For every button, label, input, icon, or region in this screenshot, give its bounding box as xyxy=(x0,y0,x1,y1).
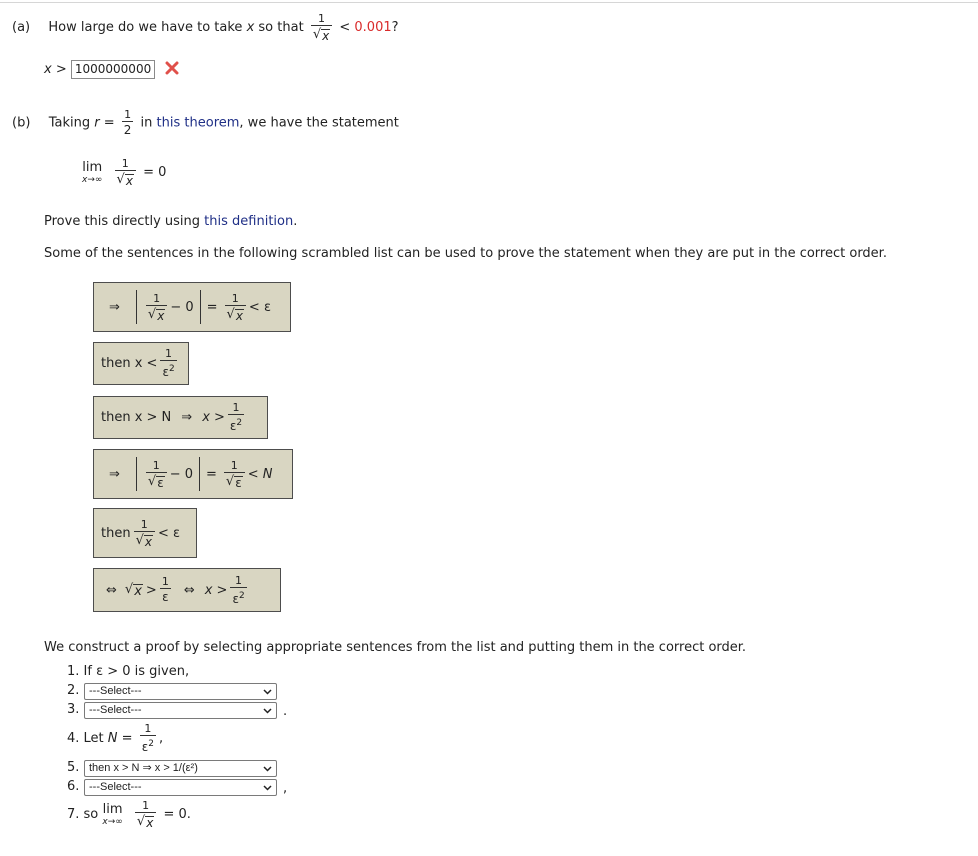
sqrt-icon: √ xyxy=(225,473,235,489)
card1-frac-2: 1 √ x xyxy=(225,292,246,323)
implies-arrow: ⇒ xyxy=(181,410,193,425)
limit-frac-num: 1 xyxy=(121,157,129,170)
chevron-down-icon xyxy=(263,706,272,715)
r-num: 1 xyxy=(124,108,132,121)
sqrt-icon: √ xyxy=(135,532,144,548)
step-3-number: 3. xyxy=(67,702,80,717)
part-a-lt: < xyxy=(339,20,351,35)
iff-arrow: ⇔ xyxy=(106,582,117,598)
step-5-value: then x > N ⇒ x > 1/(ε²) xyxy=(89,762,198,774)
card2-frac: $\frac{1}{\varepsilon^2}$ xyxy=(162,347,175,379)
step-6-number: 6. xyxy=(67,779,80,794)
step-2-number: 2. xyxy=(67,683,80,698)
definition-link[interactable]: this definition xyxy=(204,214,294,229)
step-2-select[interactable] xyxy=(84,683,277,700)
scrambled-intro: Some of the sentences in the following scrambled list can be used to prove the statement when they are put in the correct order. xyxy=(44,246,887,261)
top-divider xyxy=(0,2,978,3)
answer-prefix: x > xyxy=(44,62,67,77)
abs-bar-right xyxy=(199,457,200,491)
step-3-select[interactable] xyxy=(84,702,277,719)
card6-frac: $\frac{1}{\varepsilon}$ xyxy=(161,575,169,604)
part-a-var: x xyxy=(246,20,255,35)
proof-step-4: 4. Let N = $\frac{1}{\varepsilon^2}$ , xyxy=(67,722,164,754)
step-7-frac: 1 √ x xyxy=(135,799,156,830)
step-3-value: ---Select--- xyxy=(89,704,142,716)
r-eq: = xyxy=(103,115,115,131)
r-var: r xyxy=(94,115,100,131)
step-7-limit: lim x→∞ xyxy=(102,801,123,827)
abs-bar-left xyxy=(136,457,137,491)
part-a-radicand: x xyxy=(322,29,330,43)
sqrt-icon: √ xyxy=(147,306,157,322)
sentence-card-2[interactable]: then x < $\frac{1}{\varepsilon^2}$ xyxy=(93,342,189,385)
statement-text: , we have the statement xyxy=(239,115,399,131)
proof-step-1: 1. If ε > 0 is given, xyxy=(67,664,190,679)
part-a-qmark: ? xyxy=(391,20,399,35)
card5-frac: 1 √ x xyxy=(134,518,155,549)
card6-frac-2: $\frac{1}{\varepsilon^2}$ xyxy=(232,573,245,606)
chevron-down-icon xyxy=(263,783,272,792)
limit-statement xyxy=(82,157,166,188)
answer-input[interactable]: 1000000000 xyxy=(71,60,155,79)
sentence-card-1[interactable]: ⇒ 1 √ x − 0 = 1 √ x < ε xyxy=(93,282,291,332)
sqrt-icon: √ xyxy=(116,172,125,187)
sqrt-icon: √ xyxy=(136,814,146,829)
sentence-card-5[interactable]: then 1 √ x < ε xyxy=(93,508,197,558)
part-b-header xyxy=(12,108,399,138)
part-a-question xyxy=(12,12,399,43)
sqrt-icon: √ xyxy=(147,473,157,489)
step-2-value: ---Select--- xyxy=(89,685,142,697)
sentence-card-6[interactable]: ⇔ √ x > $\frac{1}{\varepsilon}$ ⇔ x > $\frac{1}{\varepsilon^2}$ xyxy=(93,568,281,612)
r-fraction xyxy=(122,108,134,138)
step-4-frac: $\frac{1}{\varepsilon^2}$ xyxy=(141,722,154,754)
part-a-frac-num: 1 xyxy=(318,12,326,25)
implies-arrow: ⇒ xyxy=(109,466,120,482)
part-a-threshold: 0.001 xyxy=(354,20,392,35)
card1-frac: 1 √ x xyxy=(146,292,167,323)
part-a-text-start: How large do we have to take xyxy=(48,20,243,35)
part-a-label: (a) xyxy=(12,20,31,35)
step-6-select[interactable] xyxy=(84,779,277,796)
step-5-select[interactable] xyxy=(84,760,277,777)
sentence-card-3[interactable]: then x > N ⇒ x > $\frac{1}{\varepsilon^2}$ xyxy=(93,396,268,439)
sqrt-icon: √ xyxy=(124,581,134,597)
part-b-label: (b) xyxy=(12,115,31,131)
abs-bar-left xyxy=(136,290,137,324)
card4-frac-2: 1 √ ε xyxy=(224,459,245,490)
part-a-answer-row xyxy=(44,60,179,79)
abs-bar-right xyxy=(200,290,201,324)
limit-fraction: 1 √ x xyxy=(115,157,136,188)
chevron-down-icon xyxy=(263,764,272,773)
sqrt-icon: √ xyxy=(312,27,322,42)
step-5-number: 5. xyxy=(67,760,80,775)
implies-arrow: ⇒ xyxy=(109,299,120,315)
part-a-text-mid: so that xyxy=(258,20,304,35)
chevron-down-icon xyxy=(263,687,272,696)
proof-intro: We construct a proof by selecting appropriate sentences from the list and putting them in the correct order. xyxy=(44,640,747,655)
limit-eq-zero: = 0 xyxy=(143,165,167,180)
lim-sub: x→∞ xyxy=(82,174,103,185)
sentence-card-4[interactable]: ⇒ 1 √ ε − 0 = 1 √ ε < N xyxy=(93,449,293,499)
lim-text: lim xyxy=(82,159,103,175)
taking-text: Taking xyxy=(48,115,91,131)
in-text: in xyxy=(140,115,153,131)
r-den: 2 xyxy=(123,123,132,137)
step-6-value: ---Select--- xyxy=(89,781,142,793)
part-a-fraction xyxy=(311,12,332,43)
proof-step-7: 7. so lim x→∞ 1 √ x = 0. xyxy=(67,799,191,830)
step-3-suffix: . xyxy=(283,704,288,719)
theorem-link[interactable]: this theorem xyxy=(156,115,240,131)
incorrect-x-icon xyxy=(165,61,179,79)
card3-frac: $\frac{1}{\varepsilon^2}$ xyxy=(229,401,243,433)
sqrt-icon: √ xyxy=(226,306,235,322)
iff-arrow: ⇔ xyxy=(183,582,195,598)
prove-instruction: Prove this directly using this definition. xyxy=(44,214,298,229)
limit-operator xyxy=(82,161,102,185)
step-6-suffix: , xyxy=(283,781,288,796)
card4-frac: 1 √ ε xyxy=(146,459,167,490)
